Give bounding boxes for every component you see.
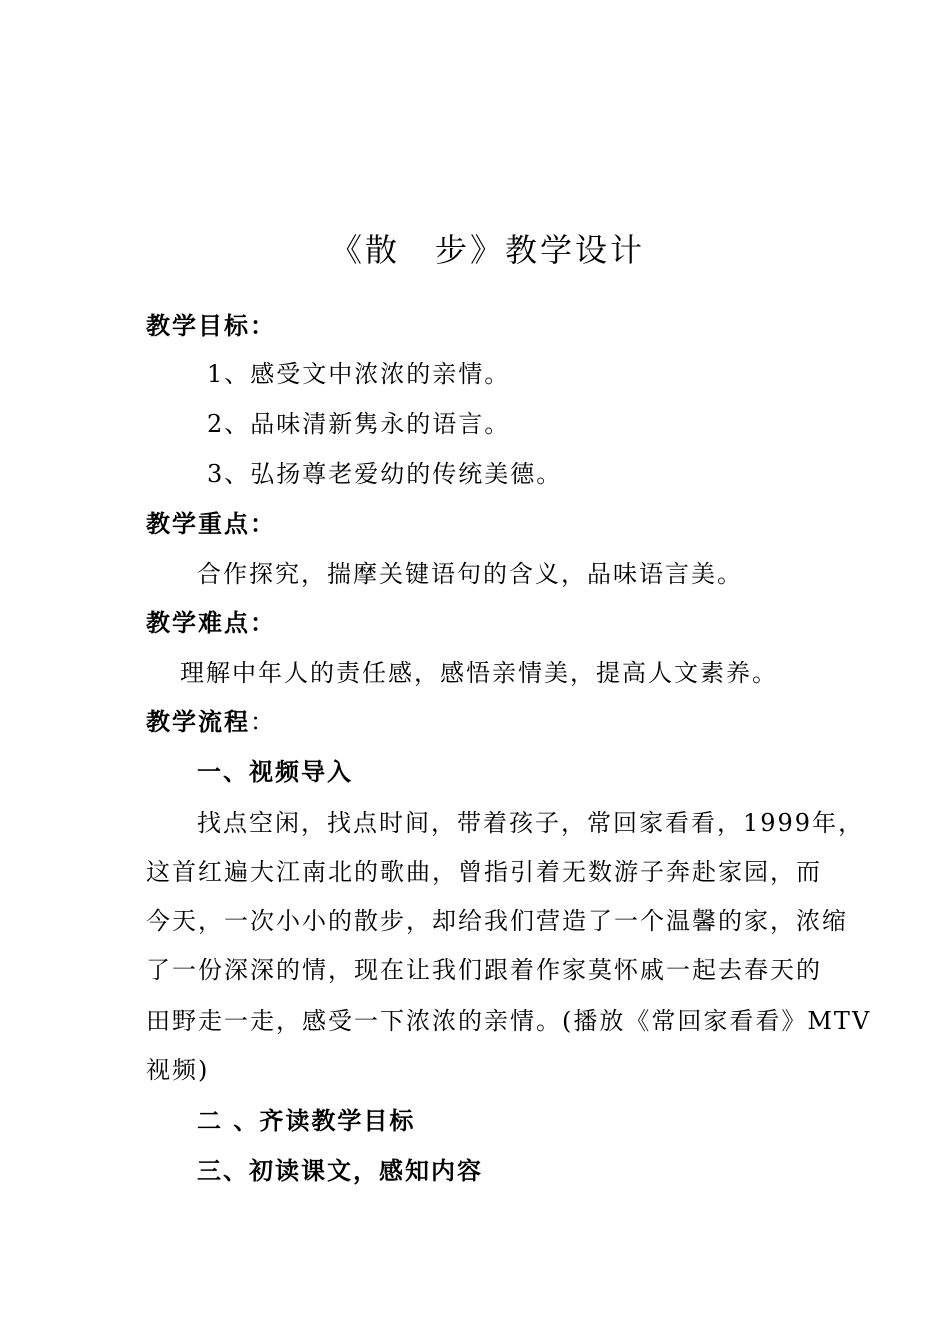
process-heading-colon: ： xyxy=(250,708,276,736)
process-heading-text: 教学流程 xyxy=(146,708,250,736)
process-heading xyxy=(146,705,276,739)
page-title: 《散 步》教学设计 xyxy=(330,231,646,269)
key-points-text: 合作探究，揣摩关键语句的含义，品味语言美。 xyxy=(197,560,743,588)
difficulties-text: 理解中年人的责任感，感悟亲情美，提高人文素养。 xyxy=(180,659,778,687)
section-title: 二 、齐读教学目标 xyxy=(197,1107,416,1135)
paragraph-line: 这首红遍大江南北的歌曲，曾指引着无数游子奔赴家园，而 xyxy=(146,858,822,886)
objective-item: 1、感受文中浓浓的亲情。 xyxy=(207,360,511,388)
paragraph-line: 今天，一次小小的散步，却给我们营造了一个温馨的家，浓缩 xyxy=(146,907,848,935)
key-points-heading: 教学重点： xyxy=(146,510,276,538)
paragraph-line: 视频) xyxy=(146,1056,210,1084)
objective-item: 2、品味清新隽永的语言。 xyxy=(207,410,511,438)
paragraph-line: 了一份深深的情，现在让我们跟着作家莫怀戚一起去春天的 xyxy=(146,956,822,984)
paragraph-line: 田野走一走，感受一下浓浓的亲情。(播放《常回家看看》MTV xyxy=(146,1007,872,1035)
section-title: 三、初读课文，感知内容 xyxy=(197,1157,483,1185)
difficulties-heading: 教学难点： xyxy=(146,609,276,637)
paragraph-line: 找点空闲，找点时间，带着孩子，常回家看看，1999年， xyxy=(197,809,865,837)
objectives-heading: 教学目标： xyxy=(146,312,276,340)
objective-item: 3、弘扬尊老爱幼的传统美德。 xyxy=(207,460,563,488)
section-title: 一、视频导入 xyxy=(197,758,353,786)
